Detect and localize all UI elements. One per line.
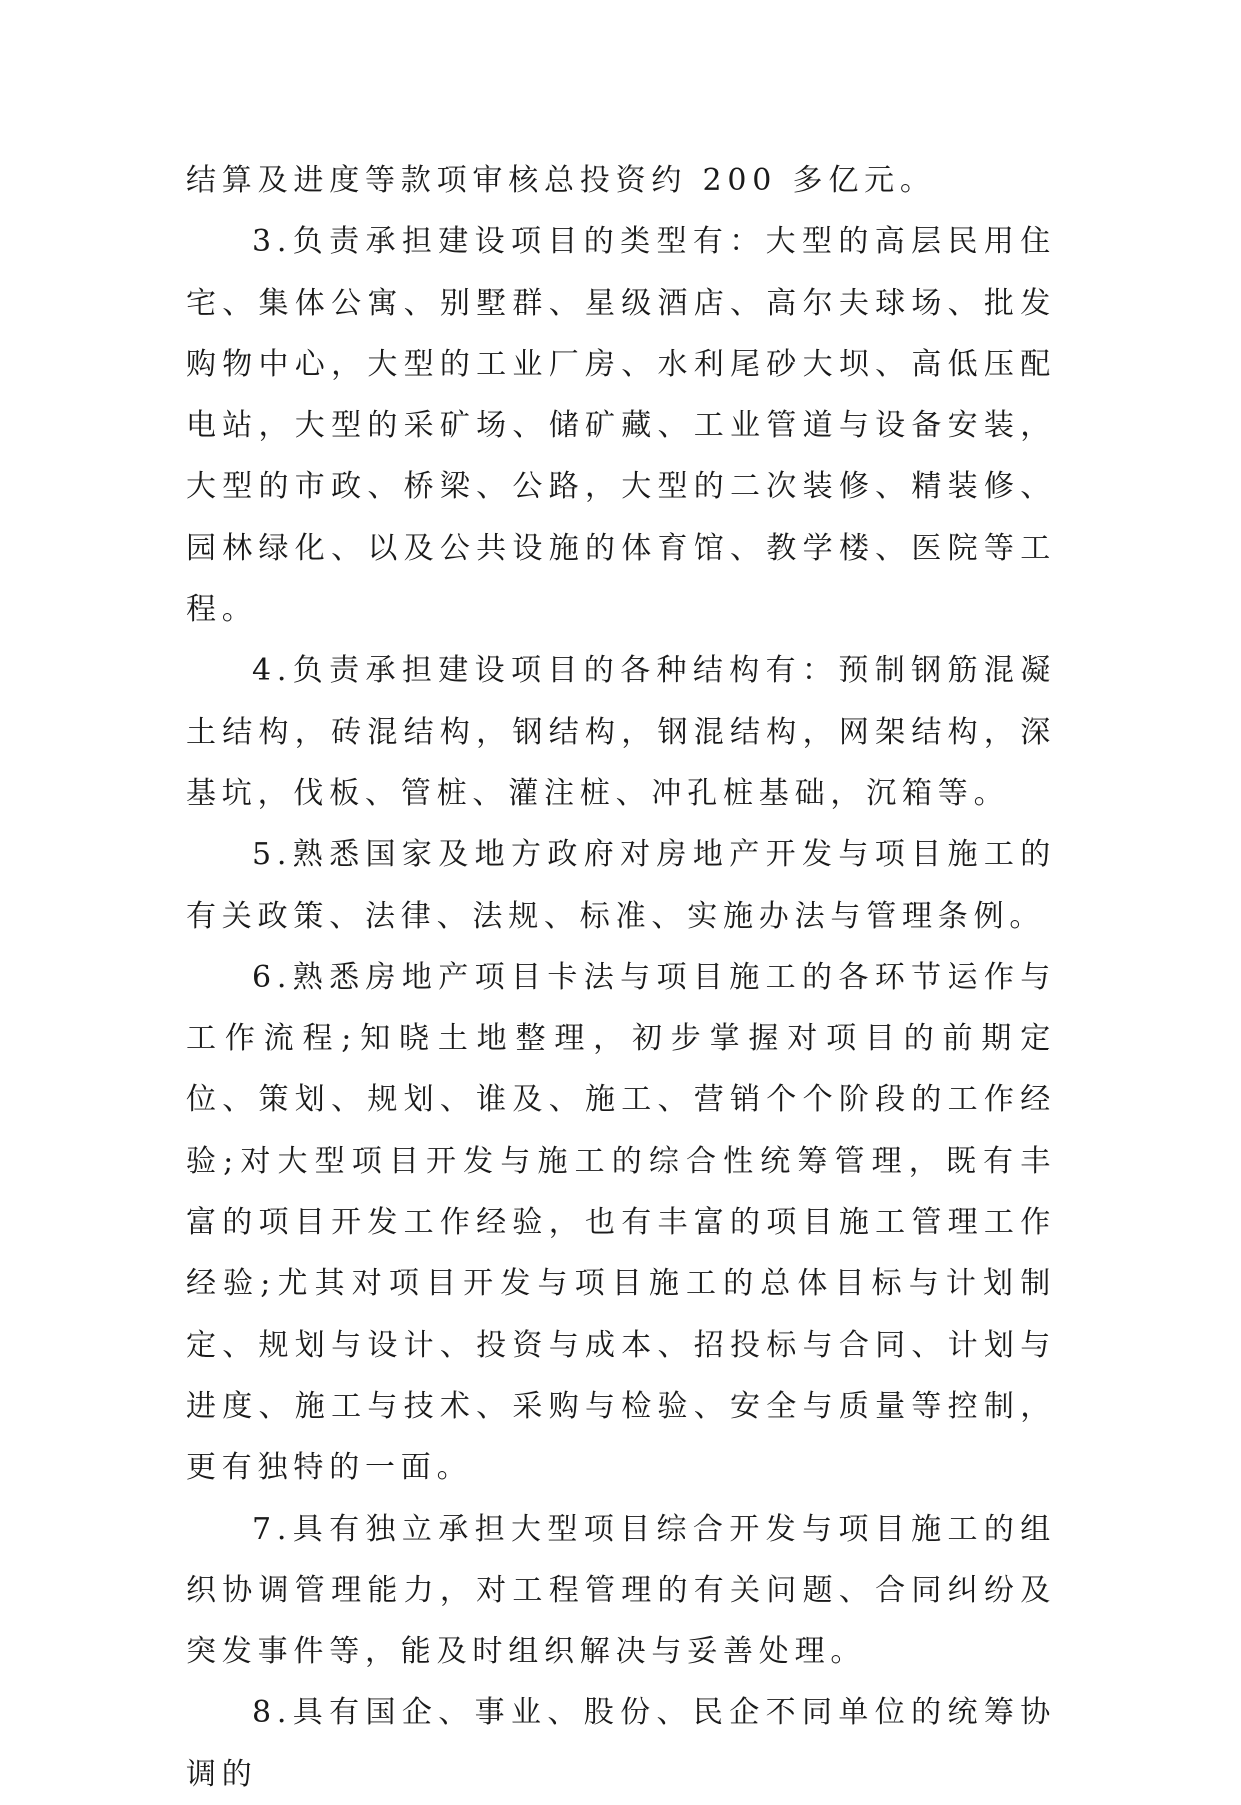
- paragraph-item-4: 4.负责承担建设项目的各种结构有：预制钢筋混凝土结构，砖混结构，钢结构，钢混结构，网架结构，深基坑，伐板、管桩、灌注桩、冲孔桩基础，沉箱等。: [186, 653, 1056, 811]
- paragraph-item-5: 5.熟悉国家及地方政府对房地产开发与项目施工的有关政策、法律、法规、标准、实施办法与管理条例。: [186, 837, 1056, 934]
- document-body: [186, 150, 1056, 1805]
- paragraph-item-6: 6.熟悉房地产项目卡法与项目施工的各环节运作与工作流程;知晓土地整理，初步掌握对项目的前期定位、策划、规划、谁及、施工、营销个个阶段的工作经验;对大型项目开发与施工的综合性统筹管理，既有丰富的项目开发工作经验，也有丰富的项目施工管理工作经验;尤其对项目开发与项目施工的总体目标与计划制定、规划与设计、投资与成本、招投标与合同、计划与进度、施工与技术、采购与检验、安全与质量等控制，更有独特的一面。: [186, 959, 1056, 1486]
- paragraph-item-3: 3.负责承担建设项目的类型有：大型的高层民用住宅、集体公寓、别墅群、星级酒店、高尔夫球场、批发购物中心，大型的工业厂房、水利尾砂大坝、高低压配电站，大型的采矿场、储矿藏、工业管道与设备安装，大型的市政、桥梁、公路，大型的二次装修、精装修、园林绿化、以及公共设施的体育馆、教学楼、医院等工程。: [186, 224, 1056, 628]
- paragraph-item-8: 8.具有国企、事业、股份、民企不同单位的统筹协调的: [186, 1695, 1056, 1792]
- paragraph-continued: 结算及进度等款项审核总投资约 200 多亿元。: [186, 163, 936, 198]
- paragraph-item-7: 7.具有独立承担大型项目综合开发与项目施工的组织协调管理能力，对工程管理的有关问题、合同纠纷及突发事件等，能及时组织解决与妥善处理。: [186, 1511, 1056, 1670]
